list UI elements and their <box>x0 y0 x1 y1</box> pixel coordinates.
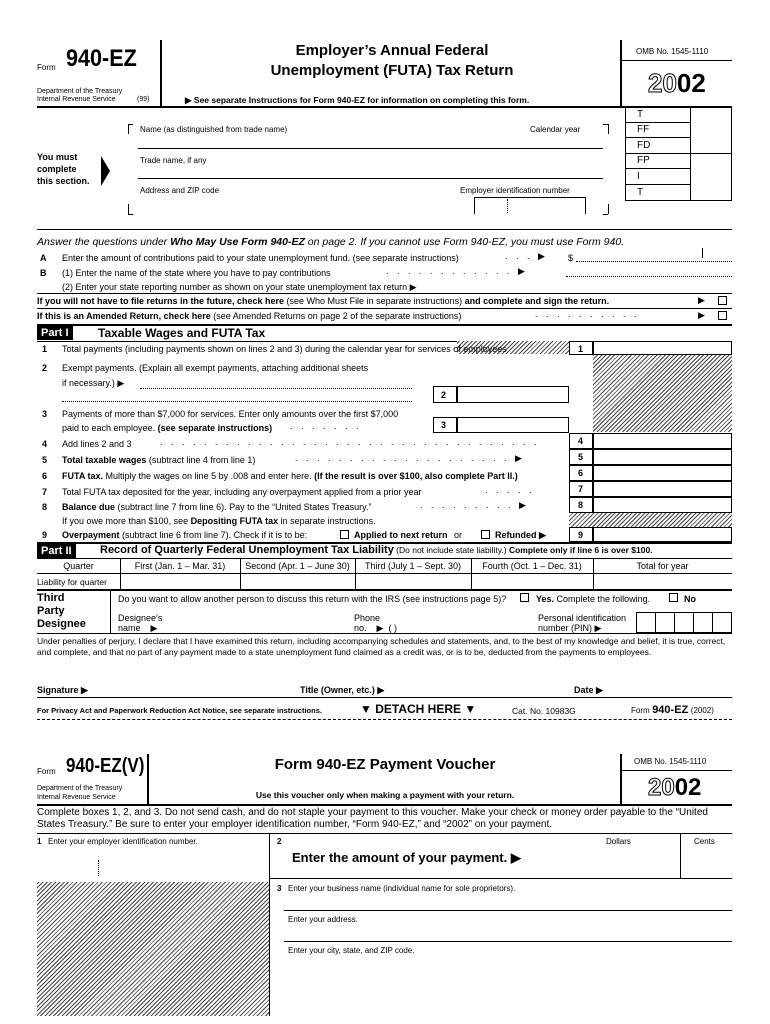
line3-b: paid to each employee. <box>62 423 156 433</box>
line1-box-label: 1 <box>578 344 584 354</box>
line9-box-label: 9 <box>578 530 584 540</box>
designee-name-label2: name ▶ <box>118 623 158 633</box>
voucher-instructions: Complete boxes 1, 2, and 3. Do not send cash, and do not staple your payment to this voucher. Make your check or money order payable to the “United States Treasury.” Be sure to enter your employer identification number, “Form 940-EZ,” and “2002” on your payment. <box>37 807 708 830</box>
line6-a: FUTA tax. <box>62 471 104 481</box>
voucher-address-input[interactable] <box>284 926 728 940</box>
line6-amount-input[interactable] <box>593 465 732 481</box>
voucher-title: Form 940-EZ Payment Voucher <box>274 756 496 773</box>
q2-liability-input[interactable] <box>240 574 355 588</box>
yes-label: Yes. <box>536 594 555 604</box>
line1-text: Total payments (including payments shown on lines 2 and 3) during the calendar year for services of employees <box>62 344 507 354</box>
perjury-statement: Under penalties of perjury, I declare that I have examined this return, including accompanying schedules and statements, and, to the best of my knowledge and belief, it is true, correct, and complete, and that no part of any payment made to a state unemployment fund claimed as a credit was, or is to be, deducted from the payments to employees. <box>37 636 726 657</box>
phone-paren: ( ) <box>388 623 397 633</box>
line2-amount-input[interactable] <box>457 386 569 403</box>
line9-a: Overpayment <box>62 530 120 540</box>
omb-number: OMB No. 1545-1110 <box>636 47 709 56</box>
intro-b: Who May Use Form 940-EZ <box>170 236 305 248</box>
line3-text-a: Payments of more than $7,000 for services. Enter only amounts over the first $7,000 <box>62 409 399 419</box>
code-t2: T <box>637 187 644 198</box>
future-a: If you will not have to file returns in the future, check here <box>37 296 285 306</box>
line4-num: 4 <box>42 439 48 449</box>
code-99: (99) <box>137 96 150 103</box>
form-number: 940-EZ <box>66 45 137 72</box>
line6-box-label: 6 <box>578 468 584 478</box>
future-returns-checkbox[interactable] <box>718 296 727 305</box>
line3-box-label: 3 <box>441 420 447 430</box>
line7-text: Total FUTA tax deposited for the year, including any overpayment applied from a prior year <box>62 487 422 497</box>
ein-label: Employer identification number <box>460 186 570 195</box>
part1-title: Taxable Wages and FUTA Tax <box>98 326 266 340</box>
refunded-checkbox[interactable] <box>481 530 490 539</box>
voucher-dept1: Department of the Treasury <box>37 785 123 792</box>
form-word: Form <box>37 63 56 72</box>
part2-note-b: Complete only if line 6 is over $100. <box>508 545 653 555</box>
part2-note-a: (Do not include state liability.) <box>393 545 509 555</box>
no-label: No <box>684 594 696 604</box>
line5-text <box>62 455 255 465</box>
dot-leader: . . . . . . . . . . . . . . . . . . . . . . . . . . . . . . . . . . . <box>160 437 540 447</box>
amended-return-checkbox[interactable] <box>718 311 727 320</box>
amended-return-line <box>37 311 461 321</box>
pin-label2: number (PIN) ▶ <box>538 623 602 633</box>
voucher-year-bold: 02 <box>674 774 702 801</box>
line5-amount-input[interactable] <box>593 449 732 465</box>
city-label: Enter your city, state, and ZIP code. <box>288 946 415 955</box>
line9-b: (subtract line 6 from line 7). Check if it is to be: <box>119 530 308 540</box>
payment-cents-input[interactable] <box>682 850 730 874</box>
form-title-line1: Employer’s Annual Federal <box>295 42 489 59</box>
trade-name-label: Trade name, if any <box>140 156 207 165</box>
signature-label: Signature ▶ <box>37 685 88 695</box>
quarter-header: Quarter <box>63 561 94 571</box>
year-outline: 20 <box>648 68 677 98</box>
or-label: or <box>454 530 463 540</box>
line8-b: (subtract line 7 from line 6). Pay to the “United States Treasury.” <box>115 502 372 512</box>
calendar-year-label: Calendar year <box>530 125 581 134</box>
intro-a: Answer the questions under <box>37 236 171 248</box>
form-title-line2: Unemployment (FUTA) Tax Return <box>270 62 514 79</box>
part2-title: Record of Quarterly Federal Unemployment Tax Liability <box>100 544 394 556</box>
question-a-text: Enter the amount of contributions paid to your state unemployment fund. (see separate instructions) <box>62 253 459 263</box>
question-b-letter: B <box>40 268 47 278</box>
line5-num: 5 <box>42 455 48 465</box>
line3-num: 3 <box>42 409 48 419</box>
q3-header: Third (July 1 – Sept. 30) <box>364 561 462 571</box>
intro-c: on page 2. If you cannot use Form 940-EZ, you must use Form 940. <box>304 236 625 248</box>
amended-a: If this is an Amended Return, check here <box>37 311 211 321</box>
future-c: and complete and sign the return. <box>464 296 610 306</box>
q4-header: Fourth (Oct. 1 – Dec. 31) <box>482 561 582 571</box>
state-reporting-number-input[interactable] <box>450 280 732 292</box>
line3-text-b <box>62 423 272 433</box>
line7-amount-input[interactable] <box>593 481 732 497</box>
code-fd: FD <box>637 140 651 151</box>
q1-header: First (Jan. 1 – Mar. 31) <box>134 561 226 571</box>
see-instructions: ▶ See separate Instructions for Form 940-EZ for information on completing this form. <box>185 95 530 105</box>
q3-liability-input[interactable] <box>355 574 471 588</box>
line2-text-b: if necessary.) ▶ <box>62 378 125 388</box>
dollars-label: Dollars <box>606 837 631 846</box>
dot-leader: . . . ▶ <box>505 251 548 261</box>
designee-yes-line <box>536 594 650 604</box>
box3-num: 3 <box>277 884 282 893</box>
voucher-city-input[interactable] <box>284 957 728 971</box>
total-liability-input[interactable] <box>593 574 732 588</box>
code-fp: FP <box>637 155 650 166</box>
line8-text-c <box>62 516 376 526</box>
line8-c: If you owe more than $100, see <box>62 516 191 526</box>
line5-a: Total taxable wages <box>62 455 147 465</box>
dept-line1: Department of the Treasury <box>37 88 123 95</box>
dot-leader: . . . . . <box>485 485 535 495</box>
box2-num: 2 <box>277 837 282 846</box>
cents-label: Cents <box>694 837 715 846</box>
code-t1: T <box>637 109 644 120</box>
part2-label: Part II <box>37 544 76 558</box>
line1-num: 1 <box>42 344 48 354</box>
liability-row-label: Liability for quarter <box>37 577 107 587</box>
yes-rest: Complete the following. <box>554 594 651 604</box>
third-label: Third <box>37 592 65 604</box>
dot-leader: . . . . . . . . . . <box>535 309 640 319</box>
line2-box-label: 2 <box>441 390 447 400</box>
voucher-ein-input[interactable] <box>40 860 265 878</box>
future-b: (see Who Must File in separate instructions) <box>284 296 465 306</box>
name-lbl2: name <box>118 623 141 633</box>
part1-label: Part I <box>37 326 73 340</box>
designee-question: Do you want to allow another person to discuss this return with the IRS (see instructions page 5)? <box>118 594 507 604</box>
line1-amount-input[interactable] <box>593 341 732 355</box>
shaded-area <box>569 513 732 527</box>
tax-year <box>648 68 706 99</box>
applied-next-return-label: Applied to next return <box>354 530 448 540</box>
voucher-use-note: Use this voucher only when making a payment with your return. <box>255 790 515 800</box>
line8-box-label: 8 <box>578 500 584 510</box>
future-returns-line <box>37 296 609 306</box>
line4-box-label: 4 <box>578 436 584 446</box>
address-label: Address and ZIP code <box>140 186 220 195</box>
line6-text <box>62 471 518 481</box>
irs-use-blank <box>691 107 732 201</box>
dot-leader: . . . . . . . <box>290 421 362 431</box>
dot-leader: . . . . . . . . . . . . ▶ <box>386 266 528 276</box>
question-b1-text: (1) Enter the name of the state where you have to pay contributions <box>62 268 331 278</box>
ein-input-box[interactable] <box>474 197 586 214</box>
q1-liability-input[interactable] <box>120 574 240 588</box>
refunded-label: Refunded ▶ <box>495 530 546 540</box>
line7-box-label: 7 <box>578 484 584 494</box>
line2-num: 2 <box>42 363 48 373</box>
footer-form <box>631 704 714 716</box>
must-complete-3: this section. <box>37 176 90 186</box>
line9-text <box>62 530 307 540</box>
designee-label: Designee <box>37 618 86 630</box>
line9-amount-input[interactable] <box>593 527 732 542</box>
address-label-voucher: Enter your address. <box>288 915 358 924</box>
dot-leader: . . . . . . . . . . . . . . . . . . . . ▶ <box>295 453 525 463</box>
date-label: Date ▶ <box>574 685 603 695</box>
line9-num: 9 <box>42 530 48 540</box>
address-input[interactable] <box>138 198 458 212</box>
line4-text: Add lines 2 and 3 <box>62 439 132 449</box>
year-bold: 02 <box>676 68 706 98</box>
line8-e: in separate instructions. <box>278 516 376 526</box>
party-label: Party <box>37 605 65 617</box>
amended-b: (see Amended Returns on page 2 of the separate instructions) <box>210 311 462 321</box>
line2-text-a: Exempt payments. (Explain all exempt payments, attaching additional sheets <box>62 363 369 373</box>
voucher-form-word: Form <box>37 767 56 776</box>
cat-number: Cat. No. 10983G <box>512 706 576 716</box>
line6-num: 6 <box>42 471 48 481</box>
line8-d: Depositing FUTA tax <box>190 516 279 526</box>
phone-label1: Phone <box>354 613 381 623</box>
line8-text <box>62 502 371 512</box>
line4-amount-input[interactable] <box>593 433 732 449</box>
line8-a: Balance due <box>62 502 116 512</box>
phone-label2: no. ▶ ( ) <box>354 623 397 633</box>
line8-amount-input[interactable] <box>593 497 732 513</box>
designee-name-label1: Designee’s <box>118 613 163 623</box>
name-label: Name (as distinguished from trade name) <box>140 125 288 134</box>
line8-num: 8 <box>42 502 48 512</box>
voucher-form-number: 940-EZ(V) <box>66 755 145 777</box>
arrow-right-icon: ▶ <box>698 295 705 305</box>
line5-box-label: 5 <box>578 452 584 462</box>
line6-c: (If the result is over $100, also complete Part II.) <box>314 471 518 481</box>
q4-liability-input[interactable] <box>471 574 593 588</box>
pin-input[interactable] <box>636 612 732 633</box>
code-ff: FF <box>637 124 650 135</box>
code-i: I <box>637 171 640 182</box>
must-complete-1: You must <box>37 152 78 162</box>
designee-yes-checkbox[interactable] <box>520 593 529 602</box>
line3-c: (see separate instructions) <box>157 423 273 433</box>
voucher-omb: OMB No. 1545-1110 <box>634 757 707 766</box>
privacy-notice: For Privacy Act and Paperwork Reduction Act Notice, see separate instructions. <box>37 706 322 715</box>
line5-b: (subtract line 4 from line 1) <box>146 455 256 465</box>
dept-line2: Internal Revenue Service <box>37 96 116 103</box>
designee-no-checkbox[interactable] <box>669 593 678 602</box>
title-label: Title (Owner, etc.) ▶ <box>300 685 385 695</box>
arrow-icon <box>101 156 110 186</box>
dot-leader: . . . . . . . . . ▶ <box>420 500 529 510</box>
box1-label: Enter your employer identification number. <box>48 837 198 846</box>
line3-amount-input[interactable] <box>457 417 569 433</box>
question-b2-text: (2) Enter your state reporting number as shown on your state unemployment tax return ▶ <box>62 282 417 292</box>
part2-title-line <box>100 544 653 556</box>
arrow-right-icon: ▶ <box>698 310 705 320</box>
pin-label1: Personal identification <box>538 613 627 623</box>
must-complete-2: complete <box>37 164 77 174</box>
signature-input[interactable] <box>95 681 295 695</box>
enter-amount-label: Enter the amount of your payment. ▶ <box>292 850 521 865</box>
question-a-letter: A <box>40 253 47 263</box>
date-input[interactable] <box>610 681 730 695</box>
total-header: Total for year <box>636 561 689 571</box>
shaded-area <box>37 882 269 1016</box>
designee-name-input[interactable] <box>170 618 340 632</box>
voucher-dept2: Internal Revenue Service <box>37 794 116 801</box>
voucher-year <box>648 774 701 802</box>
q2-header: Second (Apr. 1 – June 30) <box>245 561 350 571</box>
title-input[interactable] <box>392 681 562 695</box>
footer-form-num: 940-EZ <box>652 704 689 716</box>
designee-phone-input[interactable] <box>440 621 530 633</box>
question-a-dollar: $ <box>568 253 574 263</box>
applied-next-return-checkbox[interactable] <box>340 530 349 539</box>
footer-form-word: Form <box>631 706 650 715</box>
line6-b: Multiply the wages on line 5 by .008 and enter here. <box>103 471 315 481</box>
detach-here: ▼ DETACH HERE ▼ <box>360 702 477 716</box>
box1-num: 1 <box>37 837 42 846</box>
business-name-input[interactable] <box>284 895 728 909</box>
line7-num: 7 <box>42 487 48 497</box>
questions-intro <box>37 236 624 248</box>
state-contributions-input[interactable] <box>576 250 732 262</box>
pin-lbl2: number (PIN) <box>538 623 593 633</box>
payment-dollars-input[interactable] <box>550 850 678 874</box>
footer-form-year: (2002) <box>690 706 714 715</box>
voucher-year-outline: 20 <box>648 774 675 801</box>
phone-lbl2: no. <box>354 623 367 633</box>
state-name-input[interactable] <box>566 265 732 277</box>
box3-label: Enter your business name (individual name for sole proprietors). <box>288 884 516 893</box>
